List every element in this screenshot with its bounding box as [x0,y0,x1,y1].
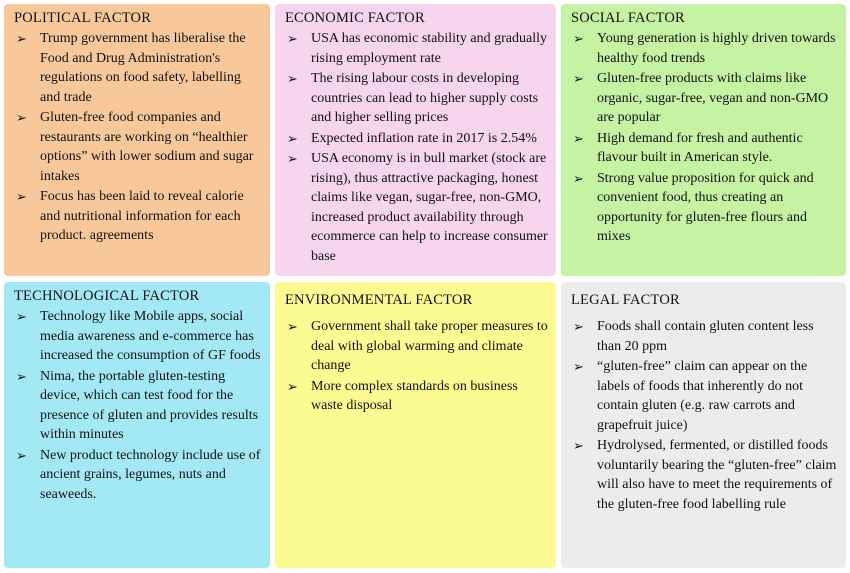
factor-item-list [14,307,262,504]
factor-item-text: “gluten-free” claim can appear on the labels of foods that inherently do not contain gluten (e.g. raw carrots and grapefruit juice) [597,359,808,433]
factor-item [285,29,548,68]
factor-item [285,149,548,266]
arrowhead-bullet-icon: ➢ [16,110,27,125]
arrowhead-bullet-icon: ➢ [16,31,27,46]
factor-item [571,69,838,128]
factor-item-text: Gluten-free food companies and restaurants are working on “healthier options” with lower sodium and sugar intakes [40,110,254,184]
factor-item-text: Focus has been laid to reveal calorie and nutritional information for each product. agreements [40,189,244,243]
arrowhead-bullet-icon: ➢ [16,189,27,204]
factor-item [285,69,548,128]
arrowhead-bullet-icon: ➢ [573,31,584,46]
factor-item [14,29,262,107]
factor-item-text: Nima, the portable gluten-testing device, which can test food for the presence of gluten and provides results within minutes [40,368,259,442]
factor-item-text: Hydrolysed, fermented, or distilled foods voluntarily bearing the “gluten-free” claim will also have to meet the requirements of the gluten-free food labelling rule [597,438,837,512]
arrowhead-bullet-icon: ➢ [16,447,27,463]
arrowhead-bullet-icon: ➢ [16,368,27,384]
factor-item-text: Strong value proposition for quick and convenient food, thus creating an opportunity for gluten-free flours and mixes [597,170,814,244]
factor-item [285,317,548,376]
factor-title: SOCIAL FACTOR [571,10,685,26]
arrowhead-bullet-icon: ➢ [16,309,27,324]
economic-factor-box [275,4,556,276]
arrowhead-bullet-icon: ➢ [573,130,584,146]
factor-item-list [14,29,262,246]
factor-item-text: High demand for fresh and authentic flavour built in American style. [597,130,803,165]
factor-item [571,169,838,247]
factor-item [571,317,838,356]
factor-title: ECONOMIC FACTOR [285,10,425,26]
political-factor-box [4,4,270,276]
technological-factor-box [4,282,270,568]
arrowhead-bullet-icon: ➢ [287,31,298,46]
factor-item-list [285,29,548,266]
factor-item-text: Young generation is highly driven towards healthy food trends [597,31,836,66]
factor-item-list [571,29,838,247]
factor-item-text: The rising labour costs in developing countries can lead to higher supply costs and higher selling prices [311,71,539,125]
factor-item-text: Government shall take proper measures to deal with global warming and climate change [311,319,548,373]
factor-item-text: More complex standards on business waste disposal [311,378,518,413]
arrowhead-bullet-icon: ➢ [287,378,298,394]
arrowhead-bullet-icon: ➢ [573,438,584,453]
factor-item-text: USA has economic stability and gradually rising employment rate [311,31,548,66]
factor-item-text: Expected inflation rate in 2017 is 2.54% [311,130,537,146]
factor-item-text: Foods shall contain gluten content less than 20 ppm [597,319,814,354]
factor-item [14,446,262,505]
factor-item [571,357,838,435]
arrowhead-bullet-icon: ➢ [287,151,298,166]
factor-title: POLITICAL FACTOR [14,10,152,26]
factor-item [285,129,548,149]
arrowhead-bullet-icon: ➢ [573,170,584,186]
factor-item-text: Gluten-free products with claims like organic, sugar-free, vegan and non-GMO are popular [597,71,829,125]
factor-item-list [571,317,838,514]
arrowhead-bullet-icon: ➢ [287,319,298,334]
factor-item [14,367,262,445]
factor-item-list [285,317,548,416]
factor-item-text: New product technology include use of ancient grains, legumes, nuts and seaweeds. [40,447,261,502]
arrowhead-bullet-icon: ➢ [287,130,298,146]
arrowhead-bullet-icon: ➢ [573,359,584,374]
factor-item-text: USA economy is in bull market (stock are rising), thus attractive packaging, honest claims like vegan, sugar-free, non-GMO, increased product availability through ecommerce can help to increase consumer base [311,151,548,264]
environmental-factor-box [275,282,556,568]
factor-title: TECHNOLOGICAL FACTOR [14,288,200,304]
social-factor-box [561,4,846,276]
factor-item [571,436,838,514]
factor-item [14,108,262,186]
factor-item-text: Technology like Mobile apps, social media awareness and e-commerce has increased the consumption of GF foods [40,309,261,363]
factor-title: ENVIRONMENTAL FACTOR [285,292,473,308]
factor-item [571,129,838,168]
factor-item-text: Trump government has liberalise the Food and Drug Administration's regulations on food safety, labelling and trade [40,31,246,105]
arrowhead-bullet-icon: ➢ [573,319,584,334]
factor-item [14,307,262,366]
factor-item [571,29,838,68]
factor-title: LEGAL FACTOR [571,292,680,308]
legal-factor-box [561,282,846,568]
factor-item [14,187,262,246]
factor-item [285,377,548,416]
arrowhead-bullet-icon: ➢ [287,71,298,86]
arrowhead-bullet-icon: ➢ [573,71,584,86]
